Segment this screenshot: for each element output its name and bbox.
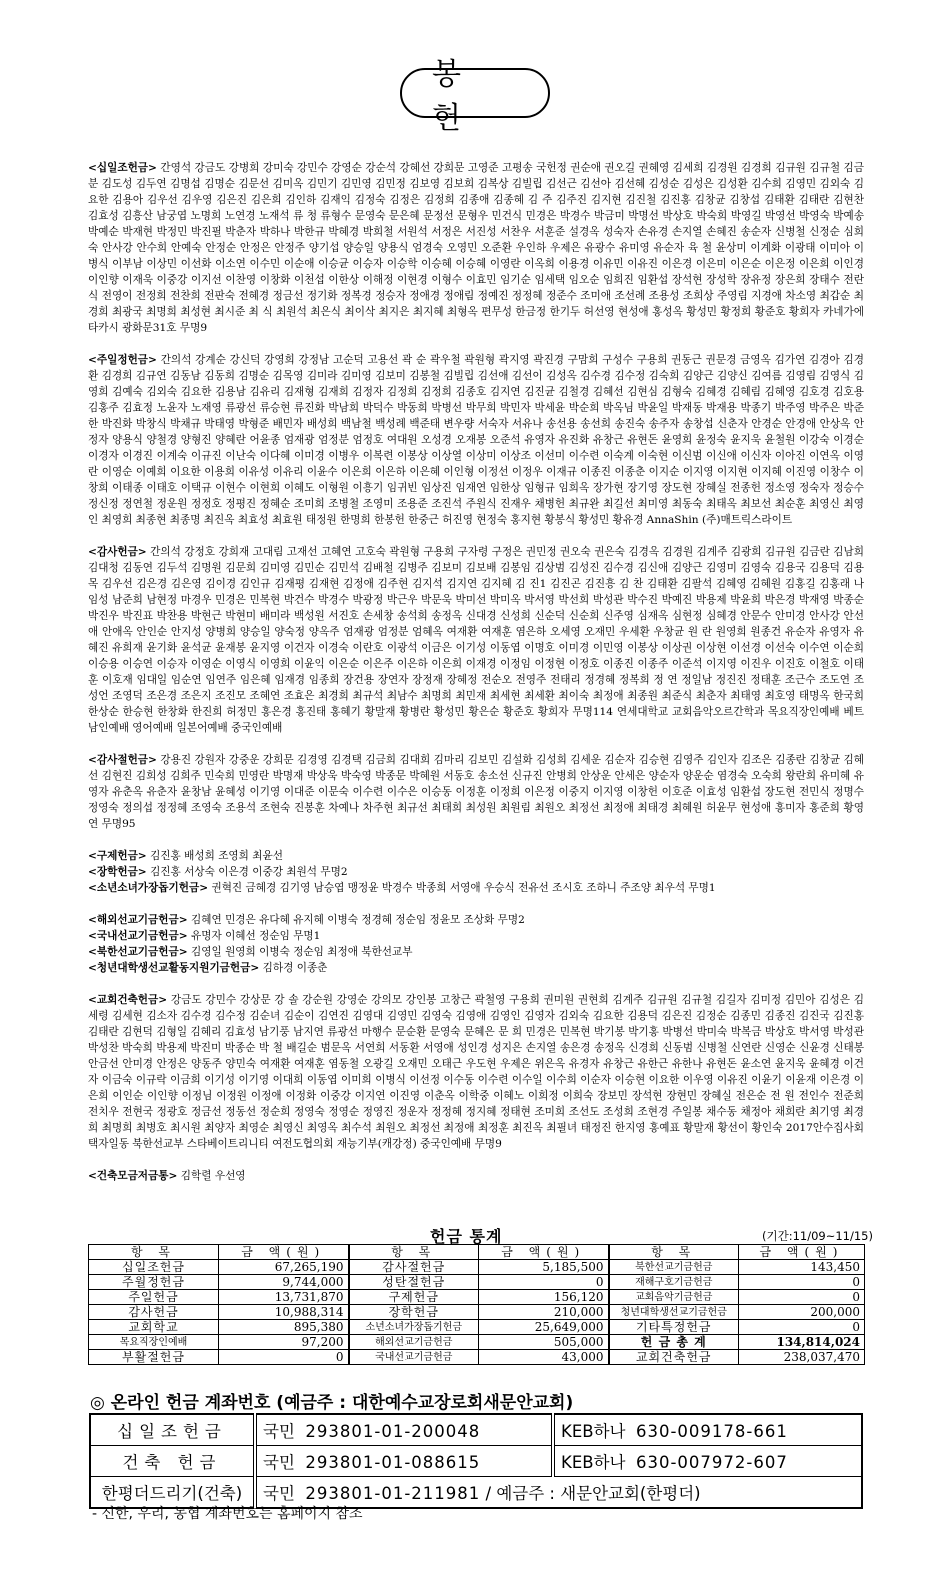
section-thanks <box>88 544 864 736</box>
account-name: 십일조헌금 <box>90 1414 255 1446</box>
stats-amount: 0 <box>739 1290 865 1305</box>
stats-label: 국내선교기금헌금 <box>349 1350 479 1365</box>
stats-label: 기타특정헌금 <box>609 1320 739 1335</box>
header-item: 항 목 <box>89 1245 219 1260</box>
section-names: 권혁진 금혜경 김기영 남승엽 맹정윤 박경수 박종희 서영애 우승식 전유선 조시호 조하니 주조양 최우석 무명1 <box>211 882 716 894</box>
stats-amount: 505,000 <box>479 1335 609 1350</box>
section-names: 김하경 이종춘 <box>262 962 328 974</box>
section-student-mission <box>88 960 864 976</box>
stats-amount: 9,744,000 <box>219 1275 349 1290</box>
section-category: <교회건축헌금> <box>88 994 168 1006</box>
stats-label: 감사절헌금 <box>349 1260 479 1275</box>
section-names: 김영일 원영희 이병숙 정순임 최정애 북한선교부 <box>191 946 413 958</box>
stats-amount: 143,450 <box>739 1260 865 1275</box>
stats-label: 목요직장인예배 <box>89 1335 219 1350</box>
stats-row <box>89 1335 865 1350</box>
stats-label: 북한선교기금헌금 <box>609 1260 739 1275</box>
stats-amount: 0 <box>739 1320 865 1335</box>
stats-label: 소년소녀가장돕기헌금 <box>349 1320 479 1335</box>
stats-amount: 10,988,314 <box>219 1305 349 1320</box>
section-thanksgiving <box>88 752 864 832</box>
stats-amount: 0 <box>219 1350 349 1365</box>
section-category: <구제헌금> <box>88 850 147 862</box>
stats-amount: 25,649,000 <box>479 1320 609 1335</box>
stats-amount: 5,185,500 <box>479 1260 609 1275</box>
stats-amount: 895,380 <box>219 1320 349 1335</box>
section-category: <국내선교기금헌금> <box>88 930 188 942</box>
account-note: - 신한, 우리, 농협 계좌번호는 홈페이지 참조 <box>92 1506 363 1522</box>
section-tithe <box>88 160 864 336</box>
bank-name: KEB하나 <box>561 1453 626 1472</box>
account-row <box>90 1414 862 1446</box>
stats-total-amount: 134,814,024 <box>739 1335 865 1350</box>
bank-name: 국민 <box>263 1422 295 1441</box>
section-names: 김진홍 배성희 조영희 최윤선 <box>150 850 283 862</box>
section-youth-head <box>88 880 864 896</box>
section-domestic-mission <box>88 928 864 944</box>
account-number: 293801-01-088615 <box>305 1453 481 1472</box>
stats-amount: 200,000 <box>739 1305 865 1320</box>
stats-label: 교회건축헌금 <box>609 1350 739 1365</box>
section-monthly <box>88 352 864 528</box>
section-names: 김혜연 민경은 유다혜 유지혜 이병숙 정경혜 정순임 정윤모 조상화 무명2 <box>191 914 525 926</box>
section-building <box>88 992 864 1152</box>
stats-period: (기간:11/09~11/15) <box>762 1229 873 1243</box>
account-secondary <box>553 1414 862 1446</box>
stats-label: 주일헌금 <box>89 1290 219 1305</box>
section-category: <건축모금저금통> <box>88 1170 178 1182</box>
section-names: 김진홍 서상숙 이은경 이중강 최원석 무명2 <box>150 866 348 878</box>
section-names: 간의석 강계순 강신덕 강영희 강정남 고순덕 고용선 곽 순 곽우철 곽원형 곽지영 곽진경 구맘희 구성수 구용희 권동근 권문경 금영옥 김가연 김경아 김경환 김경희 김규연 김동남 김동희 김명순 김목영 김미라 김미영 김보미 김봉철 김빌립 김선애 김선이 김성옥 김수경 김수정 김숙희 김양근 김양신 김여름 김영림 김영식 김영희 김예숙 김외숙 김요한 김용남 김유리 김재형 김재희 김정자 김정희 김정희 김종호 김지연 김진균 김철경 김혜선 김현심 김형숙 김혜경 김혜림 김혜영 김호경 김호용 김홍주 김효정 노윤자 노재영 류광선 류승현 류진화 박남희 박덕수 박동희 박병선 박무희 박민자 박세윤 박순희 박옥님 박윤일 박재동 박재용 박종기 박주영 박주은 박준한 박진화 박창식 박채규 박태영 박형준 배민자 배성희 백남철 백성례 백준태 변우량 서숙자 서유나 송선용 송선희 송진숙 송주자 송창섭 신춘자 안경순 안경애 안상옥 안정자 양용식 양철경 양형진 양혜란 어윤종 엄재광 엄정분 엄정호 여대원 오성경 오재봉 오준석 유영자 유진화 유창근 유현돈 윤영희 윤정숙 윤지욱 윤철원 이강숙 이경순 이경자 이경진 이계숙 이규진 이난숙 이다혜 이미경 이병우 이복련 이봉상 이상열 이상미 이상조 이선미 이수련 이숙계 이숙현 이신범 이신애 이신자 이아진 이연옥 이영란 이영순 이예희 이요한 이용희 이유성 이유리 이윤수 이은희 이은하 이은혜 이인형 이정선 이정우 이재규 이종진 이종춘 이지순 이지영 이지현 이지혜 이진영 이창수 이창희 이태종 이태호 이택규 이현수 이현희 이혜도 이형원 이흥기 임귀빈 임상진 임재연 임한상 임형규 임희옥 장가현 장기영 장도현 장혜실 전종헌 정소영 정숙자 정승수 정신정 정연철 정운원 정정호 정평진 정혜순 조미희 조병철 조영미 조용준 조진석 주원식 진재우 채병헌 최규완 최길선 최미영 최동숙 최태옥 최보선 최순훈 최영신 최영인 최영희 최종현 최종명 최진옥 최효성 최효원 태정원 한명희 한봉헌 한중근 허진영 현정숙 홍지현 황봉식 황성민 황유경 AnnaShin (주)매트릭스라이트 <box>88 354 864 526</box>
bank-name: 국민 <box>263 1453 295 1472</box>
stats-amount: 238,037,470 <box>739 1350 865 1365</box>
stats-title: 헌금 통계 <box>430 1227 503 1246</box>
stats-total-label: 헌 금 총 계 <box>609 1335 739 1350</box>
section-north-korea-mission <box>88 944 864 960</box>
section-category: <해외선교기금헌금> <box>88 914 188 926</box>
stats-amount: 13,731,870 <box>219 1290 349 1305</box>
account-name: 한평더드리기(건축) <box>90 1477 255 1509</box>
stats-label: 교회학교 <box>89 1320 219 1335</box>
stats-row <box>89 1320 865 1335</box>
bank-name: 국민 <box>263 1484 295 1503</box>
account-number: 293801-01-200048 <box>305 1422 481 1441</box>
stats-amount: 210,000 <box>479 1305 609 1320</box>
stats-row <box>89 1290 865 1305</box>
stats-amount: 97,200 <box>219 1335 349 1350</box>
section-category: <북한선교기금헌금> <box>88 946 188 958</box>
section-names: 유명자 이혜선 정순임 무명1 <box>191 930 321 942</box>
section-names: 간의석 강정호 강희재 고대림 고재선 고혜연 고호숙 곽원형 구용희 구자령 구정은 권민정 권오숙 권은숙 김경옥 김경원 김계주 김광희 김규원 김금란 김남희 김대청 김동연 김두석 김명원 김문희 김미영 김민순 김민석 김배철 김병주 김보미 김보배 김봉임 김상범 김성진 김수경 김신애 김양근 김영미 김영숙 김용국 김용덕 김용목 김우선 김은경 김은영 김이경 김인규 김재평 김재현 김정애 김주현 김지석 김지연 김지혜 김 진1 김진곤 김진흥 김 찬 김태환 김팔석 김혜영 김혜원 김홍길 김홍래 나임성 남준희 남현정 마경우 민경은 민복현 박건수 박경수 박광정 박근우 박문욱 박미선 박미옥 박서영 박선희 박성관 박수진 박예진 박용제 박윤희 박은경 박재영 박종순 박진우 박진표 박찬용 박현근 박현미 배미라 백성원 서진호 손세창 송석희 송정옥 신대경 신성희 신순덕 신순희 신주영 심재옥 심현정 심혜경 안문수 안미경 안사강 안선애 안애옥 안인순 안지성 양병희 양승일 양숙정 양옥주 엄재광 엄정분 엄혜옥 여재환 여재훈 염은하 오세영 오재민 우세환 우창균 원 란 원영희 원종건 유순자 유영자 유혜진 유희재 윤기화 윤석균 윤재봉 윤지영 이건자 이경숙 이란호 이광석 이금은 이기성 이동엽 이명호 이미경 이민영 이봉상 이상권 이상현 이선경 이선숙 이수연 이순희 이승용 이승연 이승자 이영순 이영식 이영희 이윤익 이은순 이은주 이은하 이은희 이재경 이정임 이정현 이정호 이종진 이종주 이준석 이지영 이진우 이진호 이철호 이태훈 이호재 임대일 임순연 임연주 임은혜 임재경 임종희 장건용 장연자 장정재 장혜정 전순오 전영주 전태리 정경혜 정복희 정 연 정일남 정진진 정태훈 조근수 조도연 조성언 조영덕 조은경 조은지 조진모 조혜연 조효은 최경희 최규석 최남수 최명희 최민재 최세현 최세환 최이숙 최정애 최종원 최준식 최춘자 최태영 최호영 태명옥 한국희 한상순 한승현 한창화 한진희 허정민 홍은경 홍진태 홍혜기 황말재 황병란 황성민 황은순 황준호 황희자 무명114 연세대학교 교회음악오르간학과 목요직장인예배 베트남인예배 영어예배 일본어예배 중국인예배 <box>88 546 864 734</box>
stats-label: 십일조헌금 <box>89 1260 219 1275</box>
section-category: <감사헌금> <box>88 546 147 558</box>
section-building-piggybank <box>88 1168 864 1184</box>
section-category: <청년대학생선교활동지원기금헌금> <box>88 962 260 974</box>
section-category: <십일조헌금> <box>88 162 157 174</box>
section-overseas-mission <box>88 912 864 928</box>
stats-header-row <box>89 1245 865 1260</box>
section-names: 강금도 강민수 강상문 강 솔 강순원 강영순 강의모 강인봉 고창근 곽철영 구용희 권미원 권현희 김계주 김규원 김규철 김길자 김미정 김민아 김성은 김세령 김세현 김소자 김수경 김수정 김순녀 김순이 김연진 김영대 김영민 김영숙 김영애 김영인 김영자 김외숙 김요한 김용덕 김은진 김정순 김종민 김종진 김진국 김진홍 김태란 김현덕 김형일 김혜리 김효성 남기풍 남지연 류광선 마행수 문순환 문영숙 문혜은 문 희 민경은 민복현 박기봉 박기홍 박병선 박미숙 박복금 박상호 박서영 박성관 박성찬 박숙희 박용제 박진미 박종순 박 철 배길순 범문옥 서연희 서동환 서영애 성인경 성지은 손지열 송은경 송정옥 신경희 신동범 신병철 신연란 신영순 신윤경 신태봉 안금선 안미경 안정은 양동주 양민숙 여재환 여재훈 염동철 오광길 오재민 오태근 우도현 우제은 위은옥 유경자 유창근 유한근 유한나 유현돈 윤소연 윤지욱 윤혜경 이건자 이금숙 이규락 이금희 이기성 이기영 이대희 이동엽 이미희 이병식 이선정 이수동 이수련 이수일 이수희 이순자 이승현 이요한 이우영 이유진 이윤기 이윤재 이은경 이은희 이인순 이인향 이정님 이정원 이정애 이정화 이중강 이지연 이진영 이춘옥 이학중 이혜노 이희정 이희숙 장보민 장석현 장현민 장혜실 전은순 전 원 전인수 전준희 전치우 전현국 정광호 정금선 정동선 정순희 정영숙 정영순 정영진 정운자 정정혜 정지혜 정태현 조미희 조선도 조성희 조현경 주일봉 채수동 채정아 채희란 최기영 최경희 최명희 최병호 최시원 최양자 최영순 최영신 최영옥 최수석 최원오 최정선 최정애 최정훈 최진옥 최필녀 태정진 한지영 홍예표 황말재 황선이 황인숙 2017안수집사회택자일동 북한선교부 스타베이트리니티 여전도협의회 재능기부(캐강정) 중국인예배 무명9 <box>88 994 864 1150</box>
section-names: 간영석 강금도 강병희 강미숙 강민수 강영순 강순석 강혜선 강희문 고영준 고평송 국헌정 권순애 권오길 권혜영 김세희 김경원 김경희 김규원 김규철 김금분 김도성 김두연 김명섭 김명순 김문선 김미옥 김민기 김민영 김민정 김보영 김보희 김복상 김빌립 김선근 김선아 김선혜 김성순 김성은 김성환 김수희 김영민 김외숙 김요한 김용아 김우선 김우영 김은진 김은희 김인하 김재익 김정숙 김정은 김정희 김종애 김종혜 김 주 김주진 김지현 김진철 김진홍 김창균 김창섭 김태환 김태란 김현찬 김효성 김흥산 남궁엽 노명희 노연경 노재석 류 청 류형수 문영숙 문은혜 문정선 문형우 민건식 민경은 박경수 박금미 박명선 박상호 박숙희 박영길 박영선 박영숙 박예송 박예순 박재현 박정민 박진필 박춘자 박하나 박한규 박혜경 박희철 서원석 서정은 서진성 서찬우 서훈준 설경옥 성숙자 손유경 손지열 손혜진 송순자 신병철 신정순 심희숙 안사강 안수희 안예숙 안정순 안정은 안정주 양기섭 양승일 양용식 엄경숙 오영민 오준환 우인하 우제은 유광수 유미영 유순자 육 철 윤상미 이계화 이광태 이미아 이병식 이부남 이상민 이선화 이소연 이수민 이순애 이승균 이승자 이승학 이승혜 이승혜 이영란 이옥희 이용경 이유민 이유진 이은경 이은미 이은순 이은정 이은희 이인경 이인향 이재욱 이중강 이지선 이찬영 이창화 이천섭 이한상 이해정 이현경 이형수 이효민 임기순 임세택 임오순 임희진 임환섭 장석현 장성학 장유정 장은희 장태수 전란식 전영이 전정희 전찬희 전판숙 전혜경 정금선 정기화 정복경 정승자 정애경 정애림 정예진 정정혜 정준수 조미애 조선례 조용성 조희상 주영림 지경애 차소영 최갑순 최경희 최광국 최명희 최성현 최시준 최 식 최원석 최은식 최이삭 최지은 최지혜 최형옥 편무성 한금정 한기두 허선영 현성애 홍성옥 황성민 황정희 황준호 황희자 카네가에타카시 광화문31호 무명9 <box>88 162 865 334</box>
section-names: 강용진 강원자 강중운 강희문 김경영 김경택 김금희 김대희 김마리 김보민 김설화 김성희 김세운 김순자 김승현 김영주 김인자 김조은 김종란 김창균 김혜선 김현진 김희성 김희주 민숙희 민영란 박명재 박상욱 박숙영 박종문 박혜원 서동호 송소선 신규진 안병희 안상운 안세은 양순자 양운순 염경숙 오숙희 왕란희 유미혜 유영자 유춘옥 유춘자 윤창남 윤혜성 이기영 이대준 이문숙 이수련 이수은 이승동 이정훈 이정희 이은정 이중지 이지영 이창헌 이호준 이효성 임환섭 장도현 전민식 정명수 정영숙 정의섭 정정혜 조영숙 조용석 조현숙 진봉훈 차예나 차주현 최규선 최태희 최성원 최원림 최원오 최정선 최정애 최태경 최혜원 허윤무 현성애 홍미자 홍준희 황영연 무명95 <box>88 754 865 830</box>
stats-label: 해외선교기금헌금 <box>349 1335 479 1350</box>
account-name: 건축 헌금 <box>90 1446 255 1477</box>
section-category: <감사절헌금> <box>88 754 157 766</box>
stats-label: 교회음악기금헌금 <box>609 1290 739 1305</box>
stats-label: 재해구호기금헌금 <box>609 1275 739 1290</box>
section-relief <box>88 848 864 864</box>
section-category: <주일정헌금> <box>88 354 157 366</box>
account-heading: ◎ 온라인 헌금 계좌번호 (예금주 : 대한예수교장로회새문안교회) <box>90 1393 574 1413</box>
stats-label: 청년대학생선교기금헌금 <box>609 1305 739 1320</box>
section-category: <장학헌금> <box>88 866 147 878</box>
section-scholarship <box>88 864 864 880</box>
stats-label: 감사헌금 <box>89 1305 219 1320</box>
stats-amount: 0 <box>739 1275 865 1290</box>
account-secondary <box>553 1446 862 1477</box>
header-amount: 금 액(원) <box>739 1245 865 1260</box>
account-number: 630-007972-607 <box>635 1453 788 1472</box>
account-table <box>89 1413 863 1509</box>
account-row <box>90 1446 862 1477</box>
header-item: 항 목 <box>609 1245 739 1260</box>
bank-name: KEB하나 <box>561 1422 626 1441</box>
section-names: 김학렬 우선영 <box>180 1170 246 1182</box>
page-title: 봉 헌 <box>400 68 550 118</box>
stats-row <box>89 1350 865 1365</box>
header-item: 항 목 <box>349 1245 479 1260</box>
account-number: 293801-01-211981 <box>305 1484 481 1503</box>
account-holder: / 예금주 : 새문안교회(한평더) <box>485 1484 701 1503</box>
stats-label: 장학헌금 <box>349 1305 479 1320</box>
offering-stats-table <box>88 1244 865 1365</box>
stats-label: 부활절헌금 <box>89 1350 219 1365</box>
stats-amount: 156,120 <box>479 1290 609 1305</box>
account-primary <box>255 1446 553 1477</box>
stats-row <box>89 1260 865 1275</box>
stats-amount: 43,000 <box>479 1350 609 1365</box>
stats-amount: 0 <box>479 1275 609 1290</box>
stats-amount: 67,265,190 <box>219 1260 349 1275</box>
stats-label: 성탄절헌금 <box>349 1275 479 1290</box>
stats-label: 주월정헌금 <box>89 1275 219 1290</box>
stats-label: 구제헌금 <box>349 1290 479 1305</box>
donation-list <box>88 160 864 1184</box>
section-category: <소년소녀가장돕기헌금> <box>88 882 209 894</box>
header-amount: 금 액(원) <box>479 1245 609 1260</box>
account-primary <box>255 1414 553 1446</box>
account-number: 630-009178-661 <box>635 1422 788 1441</box>
stats-row <box>89 1275 865 1290</box>
stats-row <box>89 1305 865 1320</box>
header-amount: 금 액(원) <box>219 1245 349 1260</box>
